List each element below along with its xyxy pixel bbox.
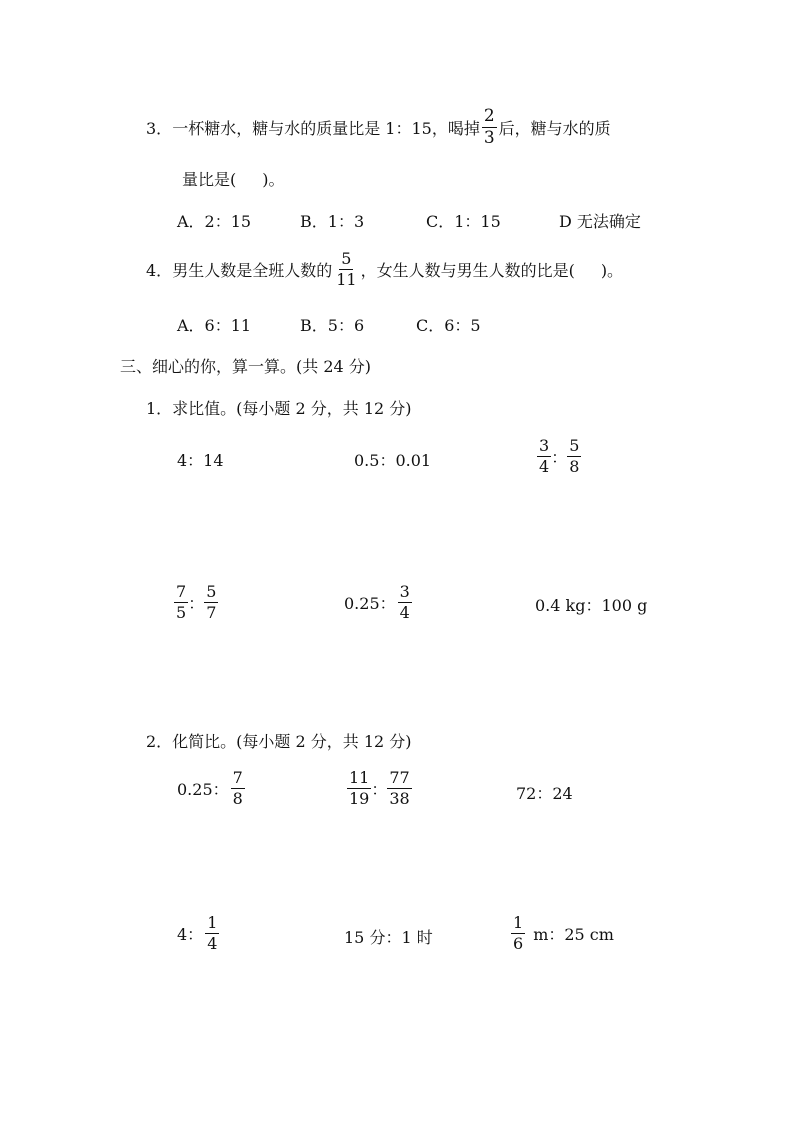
p2r1a-frac: [231, 770, 245, 807]
section3-title: 三、细心的你，算一算。(共 24 分): [120, 357, 372, 376]
p2r1b-frac2: [387, 770, 411, 807]
q3-line2-a: 量比是(: [182, 170, 237, 189]
p2r1b-frac1: [347, 770, 371, 807]
q4-text-b: ，女生人数与男生人数的比是(: [360, 261, 575, 280]
q3-frac-den: 3: [483, 128, 495, 148]
q4-option-a[interactable]: A．6：11: [177, 316, 252, 335]
p2r2a-prefix: 4：: [177, 925, 204, 944]
p2r2c-frac-den: 6: [513, 934, 524, 953]
q3-number: 3．: [146, 119, 173, 138]
part1-row2-a: [172, 584, 220, 621]
part1-row1-a: 4：14: [177, 451, 224, 470]
q4-frac-den: 11: [336, 270, 357, 289]
q4-option-b[interactable]: B．5：6: [300, 316, 365, 335]
q3-line1: [146, 108, 611, 147]
p2r1b-frac1-num: 11: [349, 768, 370, 787]
p1r2b-prefix: 0.25：: [344, 594, 396, 613]
q3-line2: [182, 170, 285, 190]
q3-option-a[interactable]: A．2：15: [177, 212, 252, 231]
p1r1c-frac1-den: 4: [539, 457, 550, 476]
p1r2a-frac2: [204, 584, 218, 621]
q4-line1: [146, 251, 623, 288]
part1-title: 1．求比值。(每小题 2 分，共 12 分): [146, 399, 412, 418]
p1r2a-sep: ：: [188, 594, 205, 613]
p1r1c-frac2-den: 8: [569, 457, 580, 476]
part1-row1-b: 0.5：0.01: [354, 451, 432, 470]
part1-row1-c: [535, 438, 583, 475]
p1r2b-frac-den: 4: [399, 603, 410, 622]
p1r2a-frac1-den: 5: [176, 603, 187, 622]
part2-row2-b: 15 分：1 时: [344, 928, 433, 947]
q3-text-b: 后，糖与水的质: [498, 119, 611, 138]
q3-text-a: 一杯糖水，糖与水的质量比是 1：15，喝掉: [172, 119, 480, 138]
q4-number: 4．: [146, 261, 173, 280]
p2r1a-prefix: 0.25：: [177, 780, 229, 799]
q4-option-c[interactable]: C．6：5: [416, 316, 481, 335]
q3-option-b[interactable]: B．1：3: [300, 212, 365, 231]
p1r1c-frac1-num: 3: [539, 436, 550, 455]
part2-row2-a: [177, 915, 221, 952]
p1r2a-frac1: [174, 584, 188, 621]
p1r1c-frac1: [537, 438, 551, 475]
q3-frac-num: 2: [483, 106, 495, 126]
p2r2a-frac-num: 1: [207, 913, 218, 932]
p1r1c-sep: ：: [551, 448, 568, 467]
p1r2b-frac: [398, 584, 412, 621]
p1r2a-frac1-num: 7: [176, 582, 187, 601]
p2r1a-frac-den: 8: [232, 789, 243, 808]
p2r2a-frac: [205, 915, 219, 952]
p1r1c-frac2: [567, 438, 581, 475]
part2-row1-b: [345, 770, 414, 807]
q4-frac-num: 5: [341, 249, 352, 268]
part2-title: 2．化简比。(每小题 2 分，共 12 分): [146, 732, 412, 751]
p2r2c-suffix: m：25 cm: [533, 925, 614, 944]
q3-option-d[interactable]: D 无法确定: [559, 212, 641, 231]
p1r1c-frac2-num: 5: [569, 436, 580, 455]
p1r2a-frac2-num: 5: [206, 582, 217, 601]
q3-option-c[interactable]: C．1：15: [426, 212, 501, 231]
p2r1b-frac2-num: 77: [389, 768, 410, 787]
p2r2a-frac-den: 4: [207, 934, 218, 953]
q4-fraction: [334, 251, 358, 288]
q3-fraction: [482, 108, 497, 147]
p2r1a-frac-num: 7: [232, 768, 243, 787]
q3-line2-b: )。: [262, 170, 285, 189]
p1r2b-frac-num: 3: [399, 582, 410, 601]
part1-row2-b: [344, 584, 414, 621]
p2r1b-frac1-den: 19: [349, 789, 370, 808]
q4-text-a: 男生人数是全班人数的: [172, 261, 333, 280]
part2-row1-c: 72：24: [516, 784, 573, 803]
p2r1b-sep: ：: [371, 780, 388, 799]
part2-row2-c: [509, 915, 614, 952]
p2r1b-frac2-den: 38: [389, 789, 410, 808]
p2r2c-frac-num: 1: [513, 913, 524, 932]
part1-row2-c: 0.4 kg：100 g: [535, 596, 648, 615]
p1r2a-frac2-den: 7: [206, 603, 217, 622]
p2r2c-frac: [511, 915, 525, 952]
part2-row1-a: [177, 770, 247, 807]
q4-text-c: )。: [600, 261, 624, 280]
